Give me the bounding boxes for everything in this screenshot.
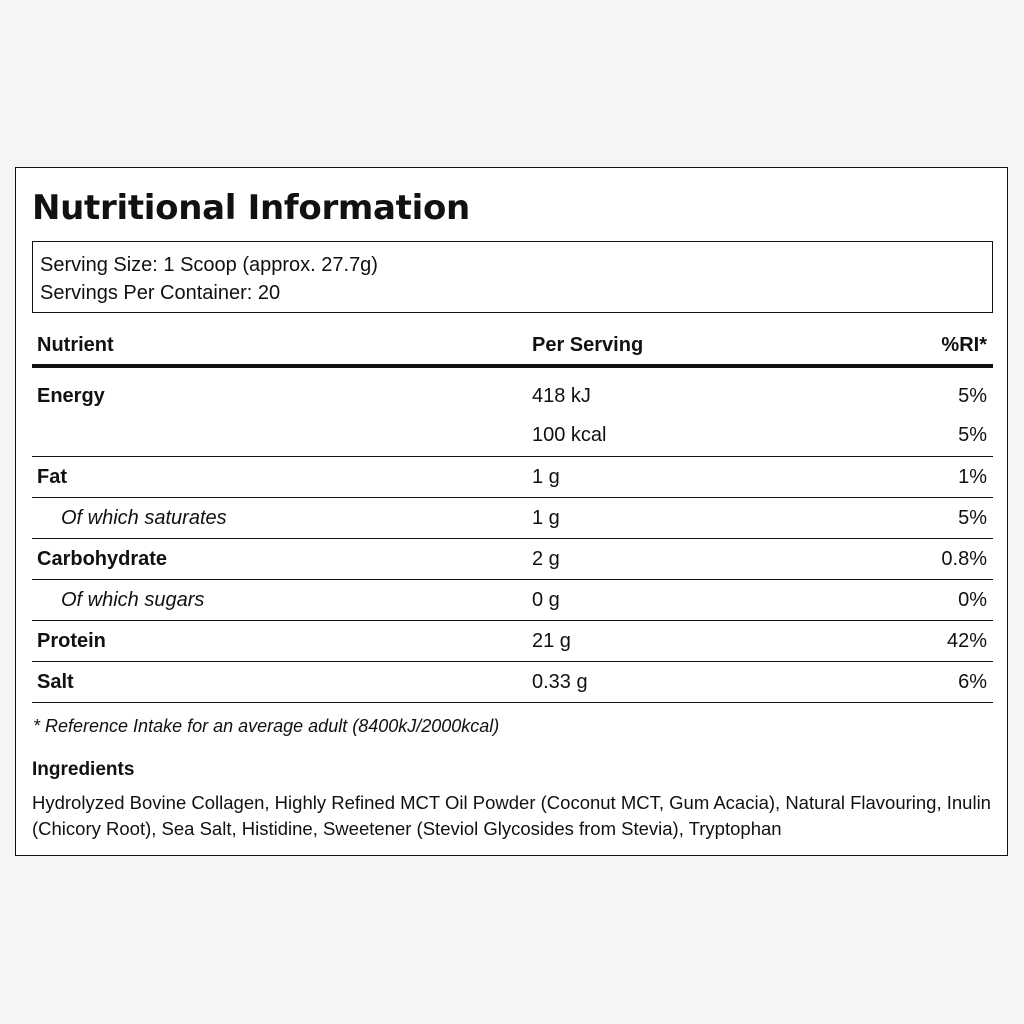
- serving-size: Serving Size: 1 Scoop (approx. 27.7g): [40, 254, 378, 276]
- nutrient-name: Protein: [37, 629, 106, 652]
- nutrient-name: Of which sugars: [61, 588, 205, 611]
- per-serving-values: [532, 385, 922, 446]
- page-title: Nutritional Information: [32, 188, 470, 228]
- ri-value: 5%: [958, 506, 987, 529]
- table-row-protein: [32, 621, 993, 662]
- per-serving-value: 2 g: [532, 547, 560, 570]
- energy-kj-value: 418 kJ: [532, 385, 591, 407]
- servings-per-container: Servings Per Container: 20: [40, 282, 281, 304]
- ri-value: 0%: [958, 588, 987, 611]
- nutrient-name: Of which saturates: [61, 506, 227, 529]
- ri-value: 42%: [946, 629, 987, 652]
- ri-value: 6%: [958, 670, 987, 693]
- table-row-sugars: [32, 580, 993, 621]
- ri-value: 1%: [958, 465, 987, 488]
- serving-info-box: [32, 241, 993, 313]
- ri-value: 0.8%: [941, 547, 987, 570]
- per-serving-value: 0 g: [532, 588, 560, 611]
- energy-kcal-value: 100 kcal: [532, 424, 607, 446]
- nutrition-table: [32, 327, 993, 703]
- nutrient-name: Energy: [37, 385, 105, 407]
- column-header-ri: %RI*: [941, 334, 987, 356]
- reference-intake-footnote: * Reference Intake for an average adult (8400kJ/2000kcal): [33, 716, 500, 736]
- table-row-fat: [32, 457, 993, 498]
- table-row-carbohydrate: [32, 539, 993, 580]
- table-row-energy: [32, 368, 993, 457]
- nutrient-name: Salt: [37, 670, 74, 693]
- column-header-nutrient: Nutrient: [37, 334, 114, 356]
- nutrient-name: Carbohydrate: [37, 547, 168, 570]
- per-serving-value: 1 g: [532, 506, 560, 529]
- table-header-row: [32, 327, 993, 368]
- energy-kcal-ri: 5%: [958, 424, 987, 446]
- column-header-per-serving: Per Serving: [532, 334, 644, 356]
- per-serving-value: 21 g: [532, 629, 571, 652]
- nutrient-name: Fat: [37, 465, 67, 488]
- per-serving-value: 0.33 g: [532, 670, 588, 693]
- nutrition-panel: [15, 167, 1008, 856]
- table-row-saturates: [32, 498, 993, 539]
- ri-values: [922, 385, 993, 446]
- ingredients-list: Hydrolyzed Bovine Collagen, Highly Refined MCT Oil Powder (Coconut MCT, Gum Acacia), Natural Flavouring, Inulin (Chicory Root), Sea Salt, Histidine, Sweetener (Steviol Glycosides from Stevia), Tryptophan: [32, 792, 991, 839]
- per-serving-value: 1 g: [532, 465, 560, 488]
- ingredients-heading: Ingredients: [32, 759, 135, 780]
- table-row-salt: [32, 662, 993, 703]
- energy-kj-ri: 5%: [958, 385, 987, 407]
